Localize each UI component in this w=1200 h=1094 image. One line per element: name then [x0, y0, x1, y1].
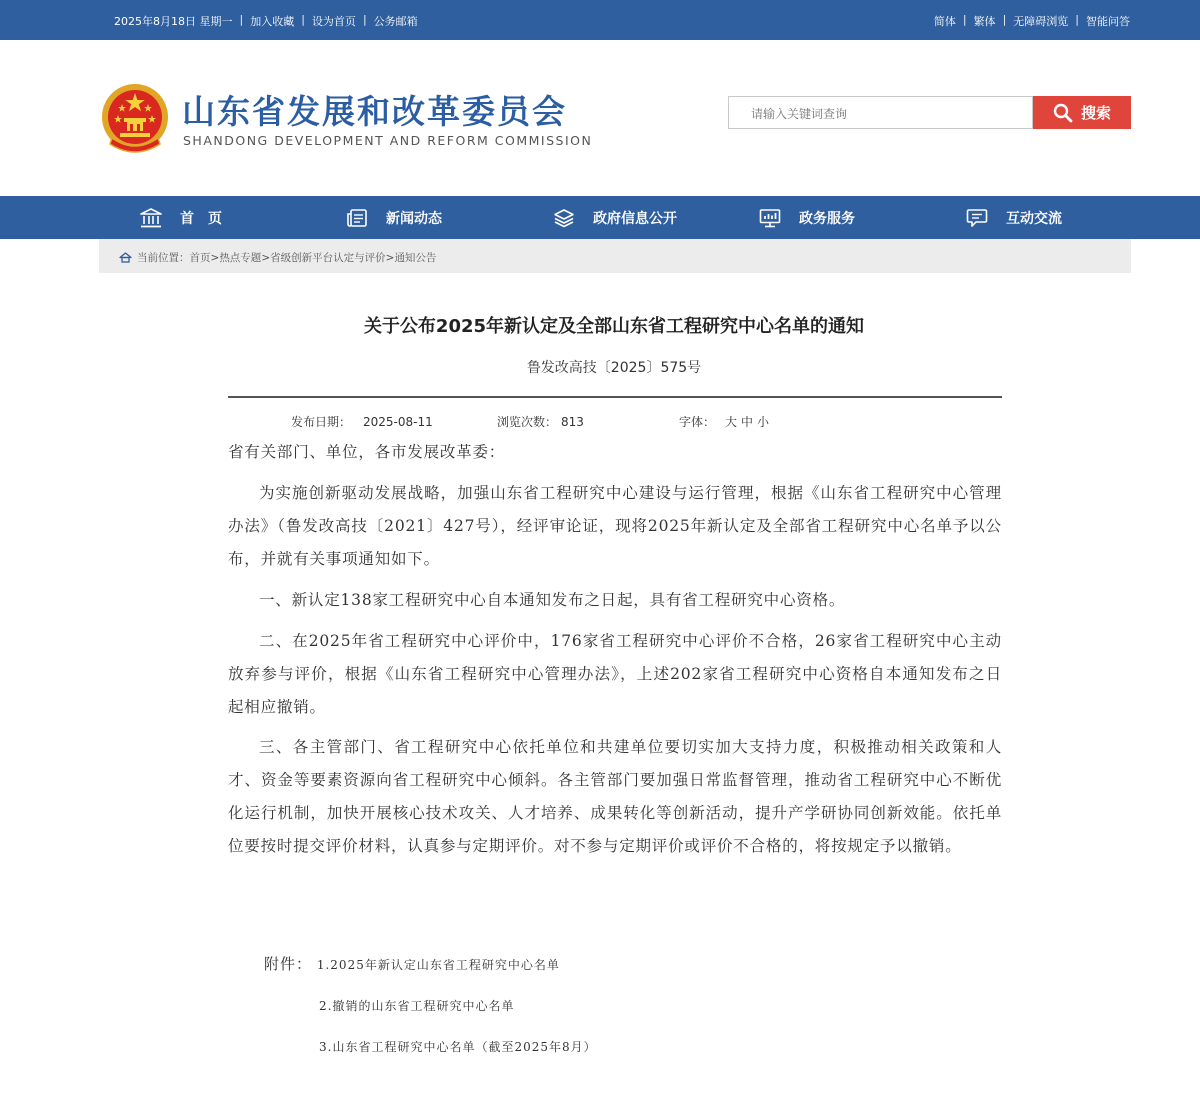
breadcrumb — [99, 239, 1131, 273]
layers-icon — [553, 208, 575, 228]
accessibility-link[interactable]: 无障碍浏览 — [1013, 15, 1069, 28]
title-divider — [228, 396, 1002, 398]
simplified-chinese-link[interactable]: 简体 — [933, 15, 956, 28]
main-nav — [0, 196, 1200, 239]
attachment-3 — [319, 1038, 597, 1055]
paragraph-text: 为实施创新驱动发展战略，加强山东省工程研究中心建设与运行管理，根据《山东省工程研究中心管理办法》（鲁发改高技〔2021〕427号），经评审论证，现将2025年新认定及全部省工程研究中心名单予以公布，并就有关事项通知如下。 — [228, 484, 1002, 568]
breadcrumb-separator: > — [385, 251, 395, 264]
article-salutation — [228, 436, 1002, 469]
view-count-label: 浏览次数： — [497, 415, 558, 429]
home-location-icon — [119, 252, 132, 263]
paragraph-text: 三、各主管部门、省工程研究中心依托单位和共建单位要切实加大支持力度，积极推动相关政策和人才、资金等要素资源向省工程研究中心倾斜。各主管部门要加强日常监督管理，推动省工程研究中心不断优化运行机制，加快开展核心技术攻关、人才培养、成果转化等创新活动，提升产学研协同创新效能。依托单位要按时提交评价材料，认真参与定期评价。对不参与定期评价或评价不合格的，将按规定予以撤销。 — [228, 738, 1002, 855]
site-title: 山东省发展和改革委员会 — [182, 92, 567, 131]
attachment-2 — [319, 997, 514, 1014]
nav-item-home[interactable] — [140, 196, 222, 239]
article-paragraph-2 — [228, 584, 1002, 617]
home-icon — [140, 208, 162, 228]
search-icon — [1053, 103, 1073, 123]
site-subtitle: SHANDONG DEVELOPMENT AND REFORM COMMISSION — [183, 133, 593, 148]
font-size-small[interactable]: 小 — [757, 415, 770, 429]
paragraph-text: 一、新认定138家工程研究中心自本通知发布之日起，具有省工程研究中心资格。 — [259, 591, 846, 609]
separator: | — [362, 13, 367, 26]
font-size-label: 字体： — [679, 415, 716, 429]
article-title: 关于公布2025年新认定及全部山东省工程研究中心名单的通知 — [363, 316, 865, 337]
search-button-label: 搜索 — [1080, 104, 1111, 122]
nav-item-label: 首 页 — [180, 210, 222, 227]
monitor-icon — [759, 208, 781, 228]
font-size-medium[interactable]: 中 — [741, 415, 754, 429]
current-date: 2025年8月18日 星期一 — [114, 15, 233, 28]
set-homepage-link[interactable]: 设为首页 — [311, 15, 356, 28]
separator: | — [239, 13, 244, 26]
nav-item-news[interactable] — [346, 196, 442, 239]
smart-qa-link[interactable]: 智能问答 — [1086, 15, 1130, 28]
nav-item-gov-info[interactable] — [553, 196, 677, 239]
font-size-large[interactable]: 大 — [725, 415, 738, 429]
search-box — [728, 96, 1033, 129]
article-paragraph-1 — [228, 477, 1002, 576]
news-icon — [346, 208, 368, 228]
font-size-controls — [679, 413, 769, 430]
nav-item-label: 政府信息公开 — [593, 210, 677, 227]
document-number: 鲁发改高技〔2025〕575号 — [526, 360, 702, 376]
breadcrumb-home[interactable]: 首页 — [189, 252, 211, 264]
attachment-1 — [264, 953, 560, 974]
breadcrumb-notices[interactable]: 通知公告 — [394, 252, 437, 264]
traditional-chinese-link[interactable]: 繁体 — [973, 15, 996, 28]
attachment-link-1[interactable]: 1.2025年新认定山东省工程研究中心名单 — [316, 958, 560, 972]
top-bar — [0, 0, 1200, 40]
search-button[interactable] — [1033, 96, 1131, 129]
breadcrumb-separator: > — [261, 251, 271, 264]
article-paragraph-3 — [228, 625, 1002, 724]
publish-date — [291, 413, 433, 430]
article-paragraph-4 — [228, 731, 1002, 863]
nav-item-label: 新闻动态 — [386, 210, 442, 227]
nav-item-label: 互动交流 — [1006, 210, 1062, 227]
attachment-link-3[interactable]: 3.山东省工程研究中心名单（截至2025年8月） — [319, 1040, 597, 1054]
breadcrumb-platform[interactable]: 省级创新平台认定与评价 — [270, 252, 386, 264]
add-favorite-link[interactable]: 加入收藏 — [250, 15, 295, 28]
attachment-link-2[interactable]: 2.撤销的山东省工程研究中心名单 — [319, 999, 515, 1013]
official-mail-link[interactable]: 公务邮箱 — [373, 15, 418, 28]
search-input[interactable] — [749, 97, 1033, 130]
separator: | — [1002, 13, 1007, 26]
nav-item-services[interactable] — [759, 196, 855, 239]
paragraph-text: 二、在2025年省工程研究中心评价中，176家省工程研究中心评价不合格，26家省工程研究中心主动放弃参与评价，根据《山东省工程研究中心管理办法》，上述202家省工程研究中心资格自本通知发布之日起相应撤销。 — [228, 632, 1002, 716]
chat-icon — [966, 208, 988, 228]
view-count-value: 813 — [561, 415, 584, 429]
nav-item-interaction[interactable] — [966, 196, 1062, 239]
separator: | — [962, 13, 967, 26]
national-emblem-icon — [100, 82, 170, 156]
breadcrumb-hot-topics[interactable]: 热点专题 — [219, 252, 262, 264]
separator: | — [1075, 13, 1079, 26]
top-bar-left — [114, 13, 418, 29]
salutation-text: 省有关部门、单位，各市发展改革委： — [228, 443, 506, 461]
nav-item-label: 政务服务 — [799, 210, 855, 227]
publish-date-value: 2025-08-11 — [363, 415, 433, 429]
breadcrumb-separator: > — [210, 251, 220, 264]
separator: | — [301, 13, 305, 26]
top-bar-right — [934, 13, 1130, 29]
view-count — [497, 413, 584, 430]
breadcrumb-prefix: 当前位置： — [137, 252, 190, 264]
attachment-label: 附件： — [264, 955, 313, 973]
breadcrumb-inner — [119, 250, 436, 265]
publish-date-label: 发布日期： — [291, 415, 352, 429]
